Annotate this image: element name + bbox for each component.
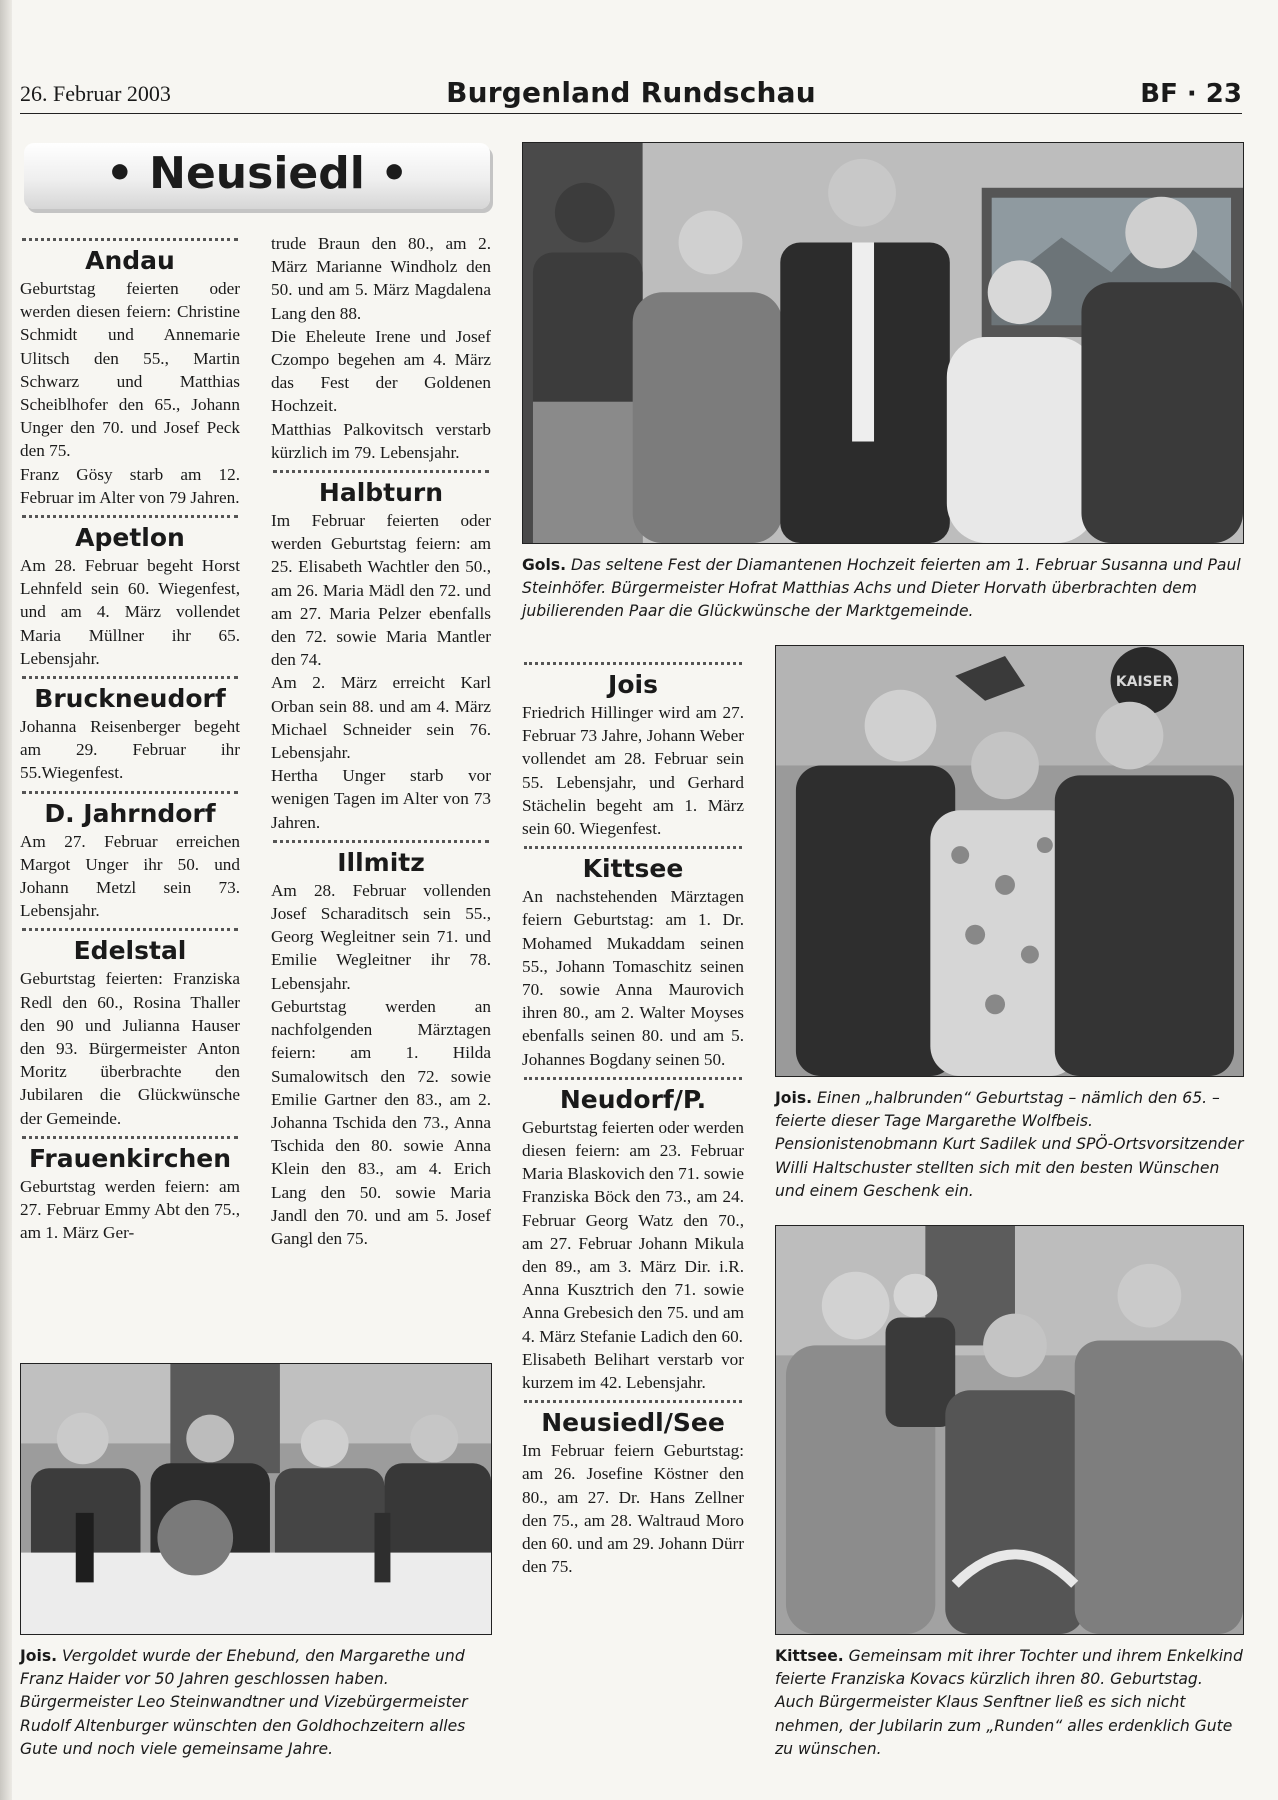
article-andau-2: Franz Gösy starb am 12. Februar im Alter von 79 Jahren. <box>20 464 240 507</box>
article-neudorf-2: Elisabeth Belihart verstarb vor kurzem im 42. Lebensjahr. <box>522 1349 744 1393</box>
article-illmitz-2: Geburtstag werden an nachfolgenden Märztagen feiern: am 1. Hilda Sumalowitsch den 72. sowie Emilie Gartner den 83., am 2. Johanna Tschida den 73., Anna Tschida den 80. sowie Anna Klein den 83., am 4. Erich Lang den 50. sowie Maria Jandl den 70. und am 5. Josef Gangl den 75. <box>271 996 491 1248</box>
dotted-divider <box>22 515 238 518</box>
dotted-divider <box>273 840 489 843</box>
dotted-divider <box>524 846 742 849</box>
dotted-divider <box>273 470 489 473</box>
header-page-number: BF · 23 <box>1140 79 1242 109</box>
dotted-divider <box>22 238 238 241</box>
caption-jois-birthday-text: Einen „halbrunden“ Geburtstag – nämlich den 65. – feierte dieser Tage Margarethe Wolfbeis. Pensionistenobmann Kurt Sadilek und SPÖ-Ortsvorsitzender Willi Haltschuster stellten sich mit den besten Wünschen und einem Geschenk ein. <box>775 1089 1244 1200</box>
page-spine-shadow <box>0 0 12 1800</box>
photo-jois-birthday <box>775 645 1244 1077</box>
caption-jois-gold-wedding-place: Jois. <box>20 1647 58 1665</box>
place-heading-jois: Jois <box>608 670 658 699</box>
section-banner <box>24 143 490 209</box>
text-column-2 <box>271 232 491 1250</box>
header-title: Burgenland Rundschau <box>446 76 816 109</box>
caption-gols-place: Gols. <box>522 556 567 574</box>
place-heading-illmitz: Illmitz <box>337 847 425 877</box>
article-apetlon: Am 28. Februar begeht Horst Lehnfeld sein 60. Wiegenfest, und am 4. März vollendet Maria Müllner ihr 65. Lebensjahr. <box>20 556 240 668</box>
place-heading-apetlon: Apetlon <box>75 523 185 553</box>
caption-kittsee-text: Gemeinsam mit ihrer Tochter und ihrem Enkelkind feierte Franziska Kovacs kürzlich ihren 80. Geburtstag. Auch Bürgermeister Klaus Senftner ließ es sich nicht nehmen, der Jubilarin zum „Runden“ alles erdenklich Gute zu wünschen. <box>775 1647 1243 1758</box>
dotted-divider <box>22 1136 238 1139</box>
article-neudorf: Geburtstag feierten oder werden diesen feiern: am 23. Februar Maria Blaskovich den 71. sowie Franziska Böck den 73., am 24. Februar Georg Watz den 70., am 27. Februar Johann Mikula den 89., am 3. März Dir. i.R. Anna Kusztrich den 71. sowie Anna Grebesich den 75. und am 4. März Stefanie Ladich den 60. <box>522 1117 744 1346</box>
text-column-1 <box>20 232 240 1245</box>
caption-jois-birthday <box>775 1087 1244 1203</box>
place-heading-d-jahrndorf: D. Jahrndorf <box>44 798 216 828</box>
section-title: • Neusiedl • <box>105 148 409 199</box>
article-jois: Friedrich Hillinger wird am 27. Februar 73 Jahre, Johann Weber vollendet am 28. Februar sein 55. Lebensjahr, und Gerhard Stächelin begeht am 1. März sein 60. Wiegenfest. <box>522 703 744 839</box>
article-frauenkirchen-cont: trude Braun den 80., am 2. März Marianne Windholz den 50. und am 5. März Magdalena Lang den 88. <box>271 234 491 323</box>
article-halbturn: Im Februar feierten oder werden Geburtstag feiern: am 25. Elisabeth Wachtler den 50., am 26. Maria Mädl den 72. und am 27. Maria Pelzer ebenfalls den 72. sowie Maria Mantler den 74. <box>271 511 491 670</box>
place-heading-neudorf: Neudorf/P. <box>559 1084 707 1114</box>
article-halbturn-2: Am 2. März erreicht Karl Orban sein 88. und am 4. März Michael Schneider sein 76. Lebensjahr. <box>271 673 491 763</box>
place-heading-halbturn: Halbturn <box>318 478 444 508</box>
dotted-divider <box>22 676 238 679</box>
place-heading-andau: Andau <box>85 246 175 275</box>
article-frauenkirchen: Geburtstag werden feiern: am 27. Februar Emmy Abt den 75., am 1. März Ger- <box>20 1176 240 1243</box>
page-header <box>20 74 1242 114</box>
place-heading-bruckneudorf: Bruckneudorf <box>34 684 226 714</box>
caption-jois-gold-wedding <box>20 1645 492 1761</box>
header-date: 26. Februar 2003 <box>20 81 171 106</box>
caption-jois-birthday-place: Jois. <box>775 1089 813 1107</box>
caption-gols-text: Das seltene Fest der Diamantenen Hochzeit feierten am 1. Februar Susanna und Paul Steinhöfer. Bürgermeister Hofrat Matthias Achs und Dieter Horvath überbrachten dem jubilierenden Paar die Glückwünsche der Marktgemeinde. <box>522 556 1241 621</box>
caption-gols <box>522 554 1244 624</box>
article-kittsee: An nachstehenden Märztagen feiern Geburtstag: am 1. Dr. Mohamed Mukaddam seinen 55., Johann Tomaschitz seinen 70. sowie Anna Maurovich ihren 80., am 2. Walter Moyses ebenfalls seinen 80. und am 5. Johannes Bogdany seinen 50. <box>522 887 744 1069</box>
dotted-divider <box>524 662 742 665</box>
place-heading-kittsee: Kittsee <box>582 854 684 884</box>
article-neusiedl-see: Im Februar feiern Geburtstag: am 26. Josefine Köstner den 80., am 27. Dr. Hans Zellner den 75., am 28. Waltraud Moro den 60. und am 29. Johann Dürr den 75. <box>522 1441 744 1577</box>
place-heading-edelstal: Edelstal <box>73 936 187 966</box>
article-frauenkirchen-cont-3: Matthias Palkovitsch verstarb kürzlich im 79. Lebensjahr. <box>271 419 491 462</box>
caption-kittsee <box>775 1645 1244 1761</box>
article-d-jahrndorf: Am 27. Februar erreichen Margot Unger ihr 50. und Johann Metzl sein 73. Lebensjahr. <box>20 831 240 921</box>
article-illmitz: Am 28. Februar vollenden Josef Scharaditsch sein 55., Georg Wegleitner sein 71. und Emilie Wegleitner ihr 78. Lebensjahr. <box>271 880 491 993</box>
article-halbturn-3: Hertha Unger starb vor wenigen Tagen im Alter von 73 Jahren. <box>271 766 491 832</box>
caption-kittsee-place: Kittsee. <box>775 1647 844 1665</box>
photo-kittsee <box>775 1225 1244 1635</box>
dotted-divider <box>22 791 238 794</box>
place-heading-frauenkirchen: Frauenkirchen <box>28 1143 232 1173</box>
dotted-divider <box>524 1400 742 1403</box>
article-bruckneudorf: Johanna Reisenberger begeht am 29. Februar ihr 55.Wiegenfest. <box>20 717 240 783</box>
article-edelstal: Geburtstag feierten: Franziska Redl den 60., Rosina Thaller den 90 und Julianna Hauser den 93. Bürgermeister Anton Moritz überbrachte den Jubilaren die Glückwünsche der Gemeinde. <box>20 969 240 1128</box>
photo-gols <box>522 142 1244 544</box>
text-column-3 <box>522 656 744 1579</box>
article-andau: Geburtstag feierten oder werden diesen feiern: Christine Schmidt und Annemarie Ulitsch den 55., Martin Schwarz und Matthias Scheiblhofer den 65., Johann Unger den 70. und Josef Peck den 75. <box>20 279 240 461</box>
kaiser-sign-text: KAISER <box>1115 673 1173 690</box>
caption-jois-gold-wedding-text: Vergoldet wurde der Ehebund, den Margarethe und Franz Haider vor 50 Jahren geschlossen haben. Bürgermeister Leo Steinwandtner und Vizebürgermeister Rudolf Altenburger wünschten den Goldhochzeitern alles Gute und noch viele gemeinsame Jahre. <box>20 1647 468 1758</box>
article-frauenkirchen-cont-2: Die Eheleute Irene und Josef Czompo begehen am 4. März das Fest der Goldenen Hochzeit. <box>271 326 491 416</box>
dotted-divider <box>524 1077 742 1080</box>
place-heading-neusiedl-see: Neusiedl/See <box>541 1408 725 1438</box>
photo-jois-gold-wedding <box>20 1363 492 1635</box>
dotted-divider <box>22 928 238 931</box>
